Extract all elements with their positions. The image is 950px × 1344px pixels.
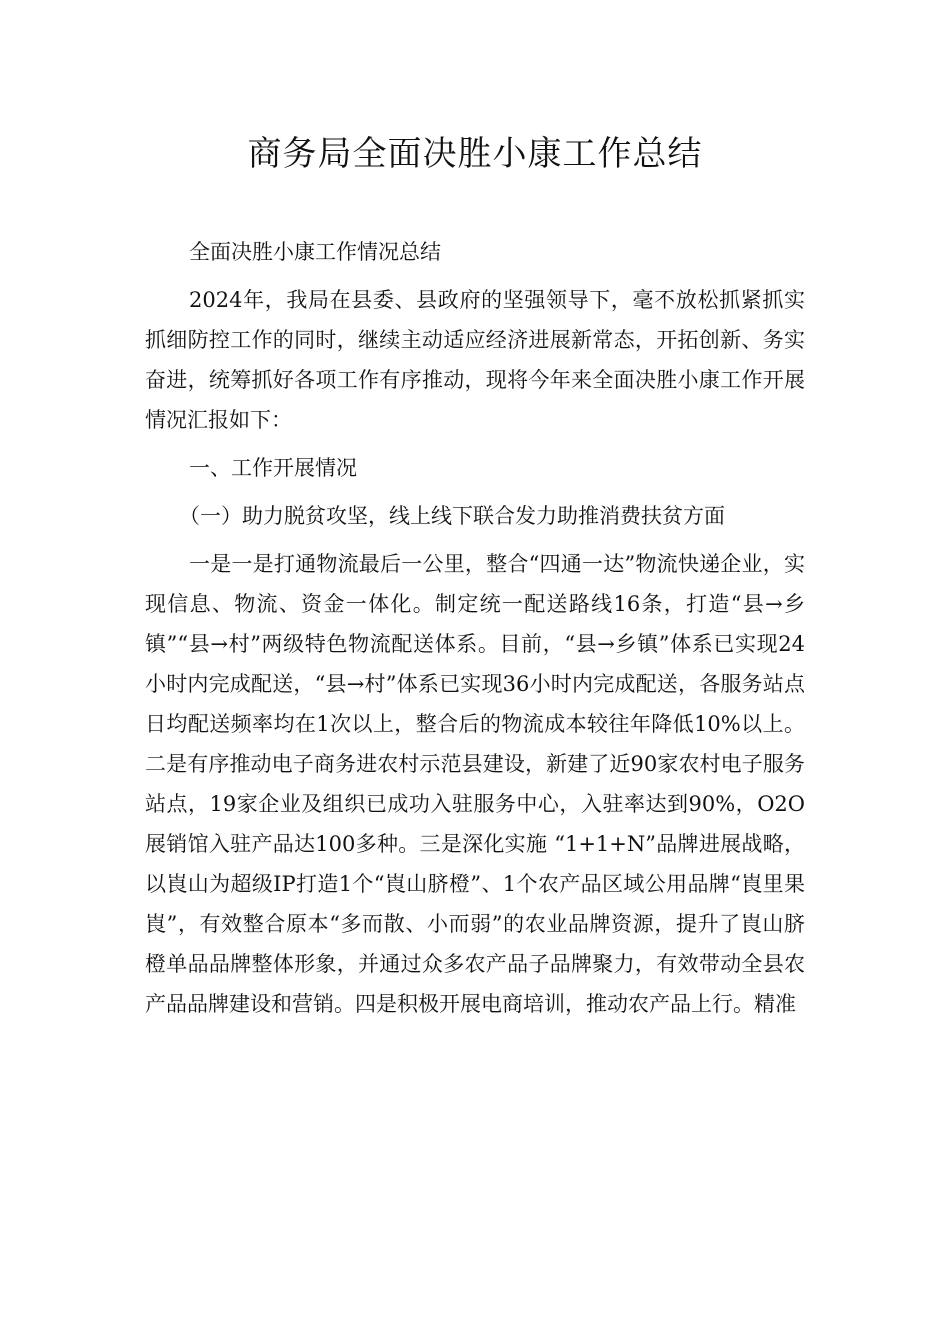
document-title: 商务局全面决胜小康工作总结 (247, 134, 703, 174)
subsection-heading: （一）助力脱贫攻坚，线上线下联合发力助推消费扶贫方面 (179, 504, 725, 528)
paragraph-subtitle: 全面决胜小康工作情况总结 (189, 240, 441, 264)
paragraph-intro: 2024年，我局在县委、县政府的坚强领导下，毫不放松抓紧抓实抓细防控工作的同时，继续主动适应经济进展新常态，开拓创新、务实奋进，统筹抓好各项工作有序推动，现将今年来全面决胜小康工作开展情况汇报如下： (145, 288, 805, 432)
section-heading: 一、工作开展情况 (189, 456, 357, 480)
document-body (145, 232, 805, 1025)
paragraph-details: 一是一是打通物流最后一公里，整合“四通一达”物流快递企业，实现信息、物流、资金一体化。制定统一配送路线16条，打造“县→乡镇”“县→村”两级特色物流配送体系。目前，“县→乡镇”体系已实现24小时内完成配送，“县→村”体系已实现36小时内完成配送，各服务站点日均配送频率均在1次以上，整合后的物流成本较往年降低10%以上。二是有序推动电子商务进农村示范县建设，新建了近90家农村电子服务站点，19家企业及组织已成功入驻服务中心，入驻率达到90%，O2O展销馆入驻产品达100多种。三是深化实施 “1+1+N”品牌进展战略，以崀山为超级IP打造1个“崀山脐橙”、1个农产品区域公用品牌“崀里果崀”，有效整合原本“多而散、小而弱”的农业品牌资源，提升了崀山脐橙单品品牌整体形象，并通过众多农产品子品牌聚力，有效带动全县农产品品牌建设和营销。四是积极开展电商培训，推动农产品上行。精准 (145, 552, 805, 1016)
